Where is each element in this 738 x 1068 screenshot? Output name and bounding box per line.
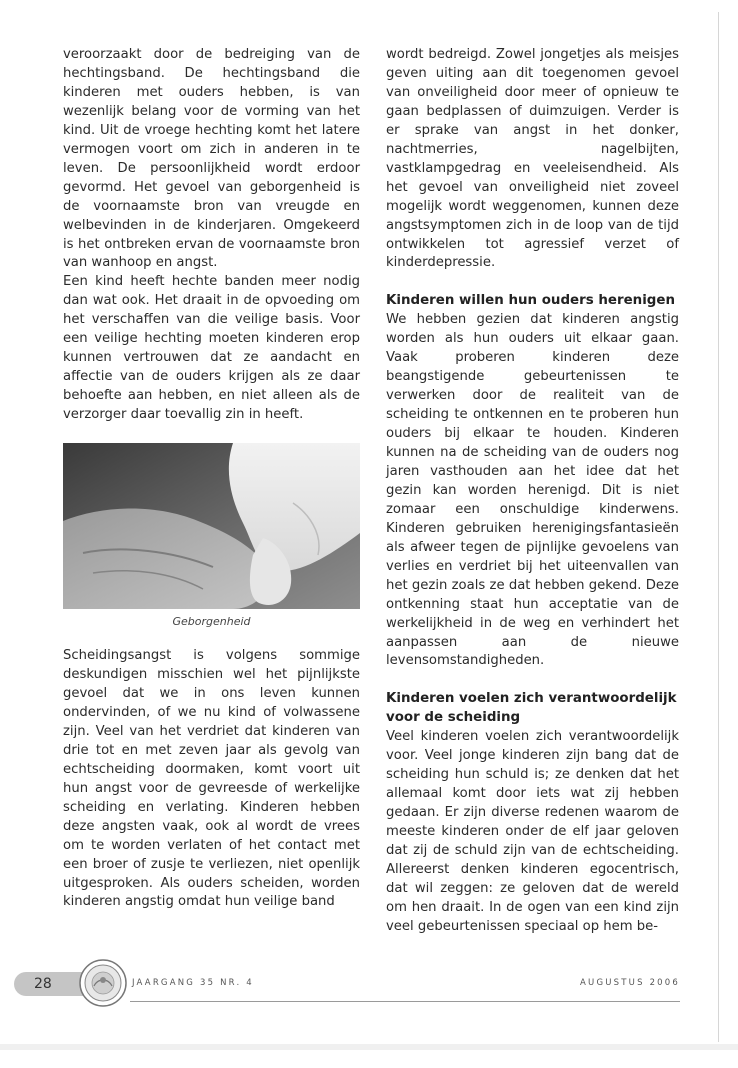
- issue-date: AUGUSTUS 2006: [580, 978, 680, 988]
- page-edge-line: [718, 12, 719, 1042]
- bottom-strip: [0, 1044, 738, 1050]
- right-paragraph-2: We hebben gezien dat kinderen angstig worden als hun ouders uit elkaar gaan. Vaak proberen kinderen deze beangstigende gebeurtenissen te verwerken door de realiteit van de scheiding te ontkennen en te proberen hun ouders bij elkaar te houden. Kinderen kunnen na de scheiding van de ouders nog jaren vasthouden aan het idee dat het gezin kan worden herenigd. Dit is niet zomaar een onschuldige kinderwens. Kinderen gebruiken herenigingsfantasieën als afweer tegen de pijnlijke gevoelens van verlies en verdriet bij het uiteenvallen van het gezin zoals ze dat hebben gekend. Deze ontkenning staat hun acceptatie van de werkelijkheid in de weg en verhindert het aanpassen aan de nieuwe levensomstandigheden.: [386, 312, 679, 669]
- photo-caption: Geborgenheid: [172, 615, 251, 629]
- footer-rule: [130, 1001, 680, 1002]
- right-paragraph-1: wordt bedreigd. Zowel jongetjes als meisjes geven uiting aan dit toegenomen gevoel van onveiligheid door meer of opnieuw te gaan bedplassen of duimzuigen. Verder is er sprake van angst in het donker, nachtmerries, nagelbijten, vastklampgedrag en veeleisendheid. Als het gevoel van onveiligheid niet zoveel mogelijk wordt weggenomen, kunnen deze angstsymptomen zich in de loop van de tijd ontwikkelen tot agressief verzet of kinderdepressie.: [386, 47, 679, 271]
- left-paragraph-1: veroorzaakt door de bedreiging van de hechtingsband. De hechtingsband die kinderen met ouders hebben, is van wezenlijk belang voor de vorming van het kind. Uit de vroege hechting komt het latere vermogen voort om zich in anderen in te leven. De persoonlijkheid wordt erdoor gevormd. Het gevoel van geborgenheid is de voornaamste bron van vreugde en welbevinden in de kinderjaren. Omgekeerd is het ontbreken ervan de voornaamste bron van wanhoop en angst.: [63, 47, 360, 271]
- page-number: 28: [14, 972, 84, 996]
- section-heading-reunite: Kinderen willen hun ouders herenigen: [386, 293, 675, 309]
- section-heading-responsible: Kinderen voelen zich verantwoordelijk voor de scheiding: [386, 691, 677, 726]
- right-column: [386, 46, 679, 937]
- hands-photo: [63, 443, 360, 609]
- right-paragraph-3: Veel kinderen voelen zich verantwoordelijk voor. Veel jonge kinderen zijn bang dat de scheiding hun schuld is; ze denken dat het allemaal komt door iets wat zij hebben gedaan. Er zijn diverse redenen waarom de meeste kinderen onder de elf jaar geloven dat zij de schuld zijn van de echtscheiding. Allereerst denken kinderen egocentrisch, dat wil zeggen: ze geloven dat de wereld om hen draait. In de ogen van een kind zijn veel gebeurtenissen speciaal op hem be-: [386, 729, 679, 934]
- left-paragraph-2: Een kind heeft hechte banden meer nodig dan wat ook. Het draait in de opvoeding om het verschaffen van die veilige basis. Voor een veilige hechting moeten kinderen erop kunnen vertrouwen dat ze aandacht en affectie van de ouders krijgen als ze daar behoefte aan hebben, en niet alleen als de verzorger daar toevallig zin in heeft.: [63, 274, 360, 423]
- left-column: [63, 46, 360, 912]
- journal-issue: JAARGANG 35 NR. 4: [132, 978, 254, 988]
- journal-emblem-icon: [78, 958, 128, 1008]
- left-paragraph-3: Scheidingsangst is volgens sommige deskundigen misschien wel het pijnlijkste gevoel dat we in ons leven kunnen ondervinden, of we nu kind of volwassene zijn. Veel van het verdriet dat kinderen van drie tot en met zeven jaar als gevolg van echtscheiding doormaken, komt voort uit hun angst voor de gevreesde of werkelijke scheiding en verlating. Kinderen hebben deze angsten vaak, ook al wordt de vrees om te worden verlaten of het contact met een broer of zusje te verliezen, niet openlijk uitgesproken. Als ouders scheiden, worden kinderen angstig omdat hun veilige band: [63, 648, 360, 910]
